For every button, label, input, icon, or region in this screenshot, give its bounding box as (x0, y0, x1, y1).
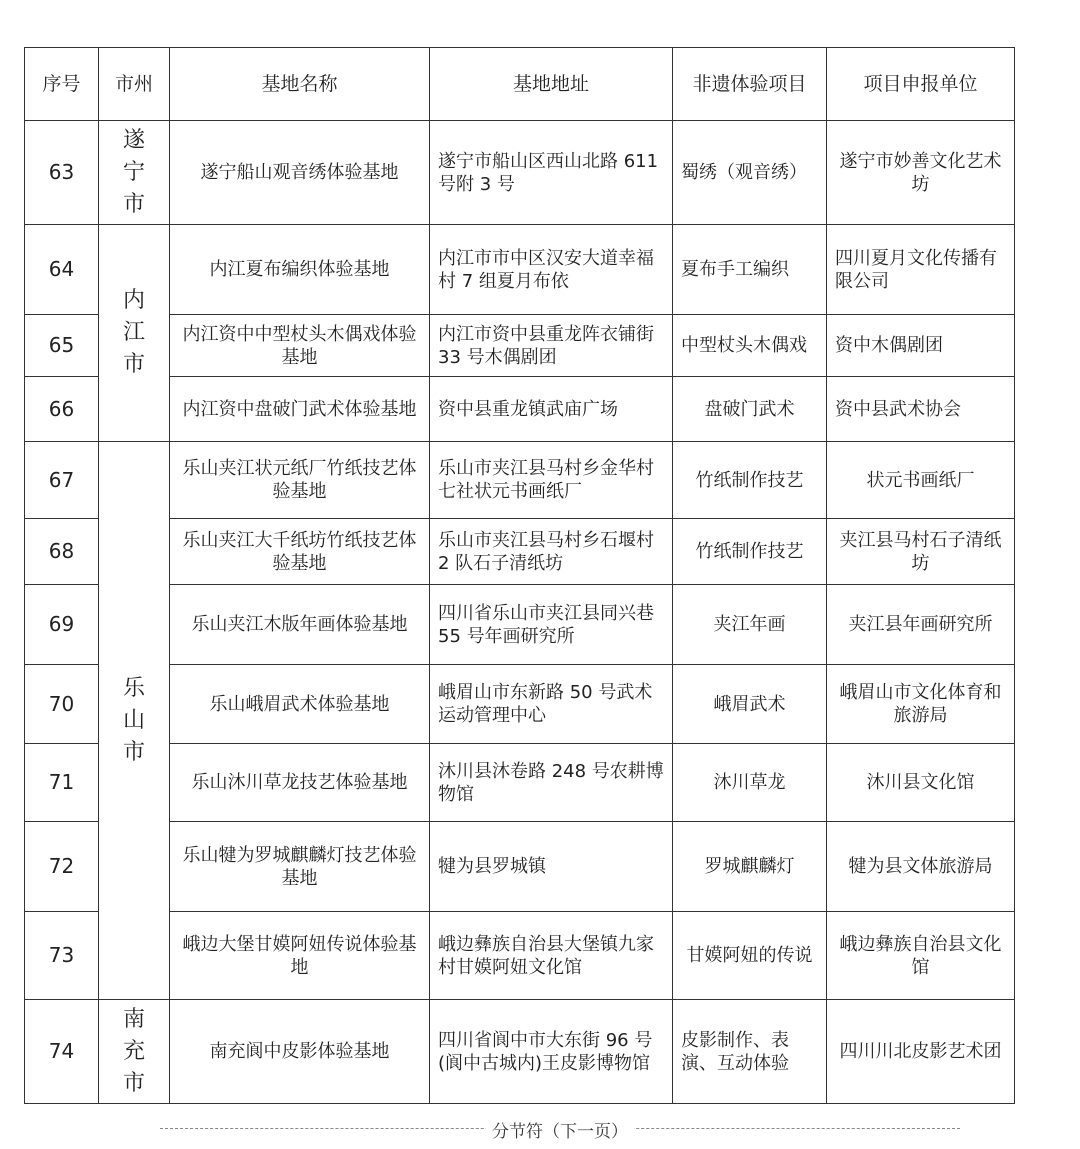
project: 甘嫫阿妞的传说 (673, 912, 827, 1000)
unit: 资中县武术协会 (827, 377, 1015, 442)
base-name: 乐山沐川草龙技艺体验基地 (170, 744, 430, 822)
section-break-label: 分节符（下一页） (486, 1117, 634, 1142)
base-name: 内江资中中型杖头木偶戏体验基地 (170, 315, 430, 377)
project: 蜀绣（观音绣） (673, 121, 827, 225)
project: 盘破门武术 (673, 377, 827, 442)
unit: 资中木偶剧团 (827, 315, 1015, 377)
table-row (25, 822, 1015, 912)
table-row (25, 519, 1015, 585)
table-row (25, 665, 1015, 744)
base-address: 内江市市中区汉安大道幸福村 7 组夏月布依 (430, 225, 673, 315)
base-name: 遂宁船山观音绣体验基地 (170, 121, 430, 225)
base-address: 四川省乐山市夹江县同兴巷 55 号年画研究所 (430, 585, 673, 665)
row-num: 64 (25, 225, 99, 315)
city-cell (99, 121, 170, 225)
base-name: 峨边大堡甘嫫阿妞传说体验基地 (170, 912, 430, 1000)
row-num: 74 (25, 1000, 99, 1104)
city-cell (99, 225, 170, 442)
table-row (25, 585, 1015, 665)
unit: 峨眉山市文化体育和旅游局 (827, 665, 1015, 744)
table-row (25, 377, 1015, 442)
project: 竹纸制作技艺 (673, 442, 827, 519)
table-row (25, 225, 1015, 315)
header-seq: 序号 (25, 48, 99, 121)
project: 罗城麒麟灯 (673, 822, 827, 912)
unit: 犍为县文体旅游局 (827, 822, 1015, 912)
table-row (25, 315, 1015, 377)
row-num: 73 (25, 912, 99, 1000)
unit: 状元书画纸厂 (827, 442, 1015, 519)
table-row (25, 121, 1015, 225)
base-name: 乐山夹江木版年画体验基地 (170, 585, 430, 665)
header-project: 非遗体验项目 (673, 48, 827, 121)
heritage-base-table (24, 47, 1015, 1104)
base-address: 资中县重龙镇武庙广场 (430, 377, 673, 442)
city-name: 遂宁市 (122, 127, 145, 217)
unit: 四川夏月文化传播有限公司 (827, 225, 1015, 315)
base-address: 沐川县沐卷路 248 号农耕博物馆 (430, 744, 673, 822)
base-address: 遂宁市船山区西山北路 611 号附 3 号 (430, 121, 673, 225)
header-base-name: 基地名称 (170, 48, 430, 121)
row-num: 68 (25, 519, 99, 585)
base-address: 内江市资中县重龙阵衣铺街 33 号木偶剧团 (430, 315, 673, 377)
project: 夏布手工编织 (673, 225, 827, 315)
header-city: 市州 (99, 48, 170, 121)
row-num: 65 (25, 315, 99, 377)
section-break-line (160, 1122, 960, 1149)
city-name: 内江市 (122, 288, 145, 377)
table-row (25, 1000, 1015, 1104)
project: 皮影制作、表演、互动体验 (673, 1000, 827, 1104)
unit: 夹江县马村石子清纸坊 (827, 519, 1015, 585)
row-num: 69 (25, 585, 99, 665)
table-header-row (25, 48, 1015, 121)
base-name: 乐山夹江状元纸厂竹纸技艺体验基地 (170, 442, 430, 519)
row-num: 63 (25, 121, 99, 225)
city-cell (99, 1000, 170, 1104)
base-name: 内江资中盘破门武术体验基地 (170, 377, 430, 442)
unit: 沐川县文化馆 (827, 744, 1015, 822)
base-address: 峨边彝族自治县大堡镇九家村甘嫫阿妞文化馆 (430, 912, 673, 1000)
row-num: 70 (25, 665, 99, 744)
project: 中型杖头木偶戏 (673, 315, 827, 377)
base-address: 犍为县罗城镇 (430, 822, 673, 912)
city-name: 南充市 (122, 1006, 145, 1096)
table-row (25, 912, 1015, 1000)
project: 峨眉武术 (673, 665, 827, 744)
row-num: 72 (25, 822, 99, 912)
project: 竹纸制作技艺 (673, 519, 827, 585)
unit: 四川川北皮影艺术团 (827, 1000, 1015, 1104)
base-address: 四川省阆中市大东街 96 号(阆中古城内)王皮影博物馆 (430, 1000, 673, 1104)
base-address: 乐山市夹江县马村乡金华村七社状元书画纸厂 (430, 442, 673, 519)
city-cell (99, 442, 170, 1000)
row-num: 71 (25, 744, 99, 822)
base-address: 乐山市夹江县马村乡石堰村 2 队石子清纸坊 (430, 519, 673, 585)
project: 沐川草龙 (673, 744, 827, 822)
row-num: 67 (25, 442, 99, 519)
header-unit: 项目申报单位 (827, 48, 1015, 121)
unit: 夹江县年画研究所 (827, 585, 1015, 665)
row-num: 66 (25, 377, 99, 442)
base-name: 内江夏布编织体验基地 (170, 225, 430, 315)
table-row (25, 442, 1015, 519)
unit: 遂宁市妙善文化艺术坊 (827, 121, 1015, 225)
base-name: 乐山犍为罗城麒麟灯技艺体验基地 (170, 822, 430, 912)
base-name: 乐山峨眉武术体验基地 (170, 665, 430, 744)
header-base-address: 基地地址 (430, 48, 673, 121)
base-name: 乐山夹江大千纸坊竹纸技艺体验基地 (170, 519, 430, 585)
city-name: 乐山市 (122, 675, 145, 765)
table-row (25, 744, 1015, 822)
project: 夹江年画 (673, 585, 827, 665)
base-name: 南充阆中皮影体验基地 (170, 1000, 430, 1104)
unit: 峨边彝族自治县文化馆 (827, 912, 1015, 1000)
base-address: 峨眉山市东新路 50 号武术运动管理中心 (430, 665, 673, 744)
